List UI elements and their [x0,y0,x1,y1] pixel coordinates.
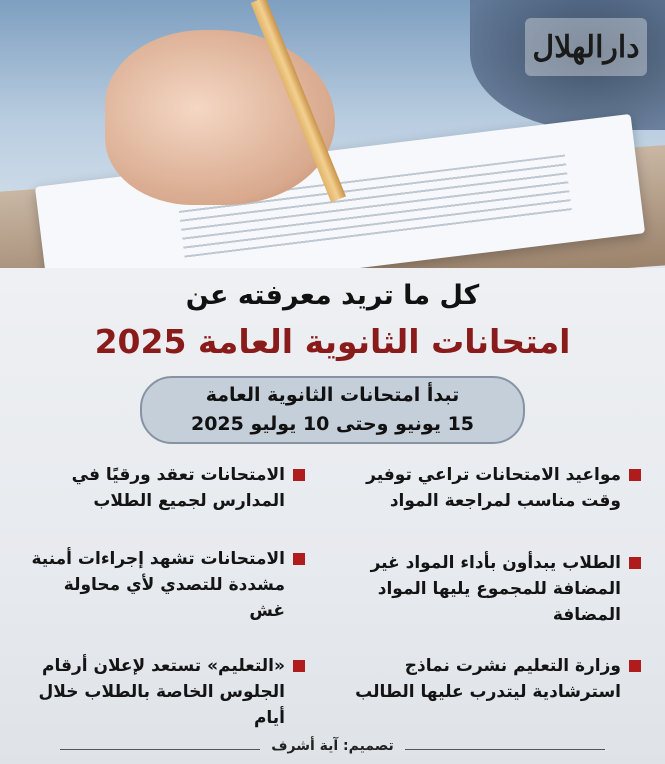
list-item-text: الامتحانات تشهد إجراءات أمنية مشددة للتصدي لأي محاولة غش [31,549,285,621]
bullet-icon [293,553,305,565]
list-item-text: الامتحانات تعقد ورقيًا في المدارس لجميع الطلاب [71,465,285,511]
exam-dates-line1: تبدأ امتحانات الثانوية العامة [205,384,460,406]
list-item-text: «التعليم» تستعد لإعلان أرقام الجلوس الخاصة بالطلاب خلال أيام [38,656,285,728]
exam-dates-box [140,376,525,444]
page-title-line1: كل ما تريد معرفته عن [185,280,480,311]
list-item-text: الطلاب يبدأون بأداء المواد غير المضافة للمجموع يليها المواد المضافة [370,553,621,625]
bullet-icon [629,469,641,481]
list-item [353,462,641,514]
bullet-icon [293,660,305,672]
list-item [30,653,305,731]
list-item [30,546,305,624]
design-credit: تصميم: آية أشرف [271,738,394,754]
bullet-icon [629,660,641,672]
list-item [30,462,305,514]
dar-al-hilal-logo [525,18,647,76]
exam-dates-line2: 15 يونيو وحتى 10 يوليو 2025 [190,413,475,435]
list-item-text: مواعيد الامتحانات تراعي توفير وقت مناسب لمراجعة المواد [366,465,621,511]
bullet-icon [629,557,641,569]
list-item [353,653,641,705]
list-item [353,550,641,628]
page-title-line2: امتحانات الثانوية العامة 2025 [94,322,571,361]
logo-text: دارالهلال [532,29,640,65]
list-item-text: وزارة التعليم نشرت نماذج استرشادية ليتدرب عليها الطالب [355,656,621,702]
bullet-icon [293,469,305,481]
